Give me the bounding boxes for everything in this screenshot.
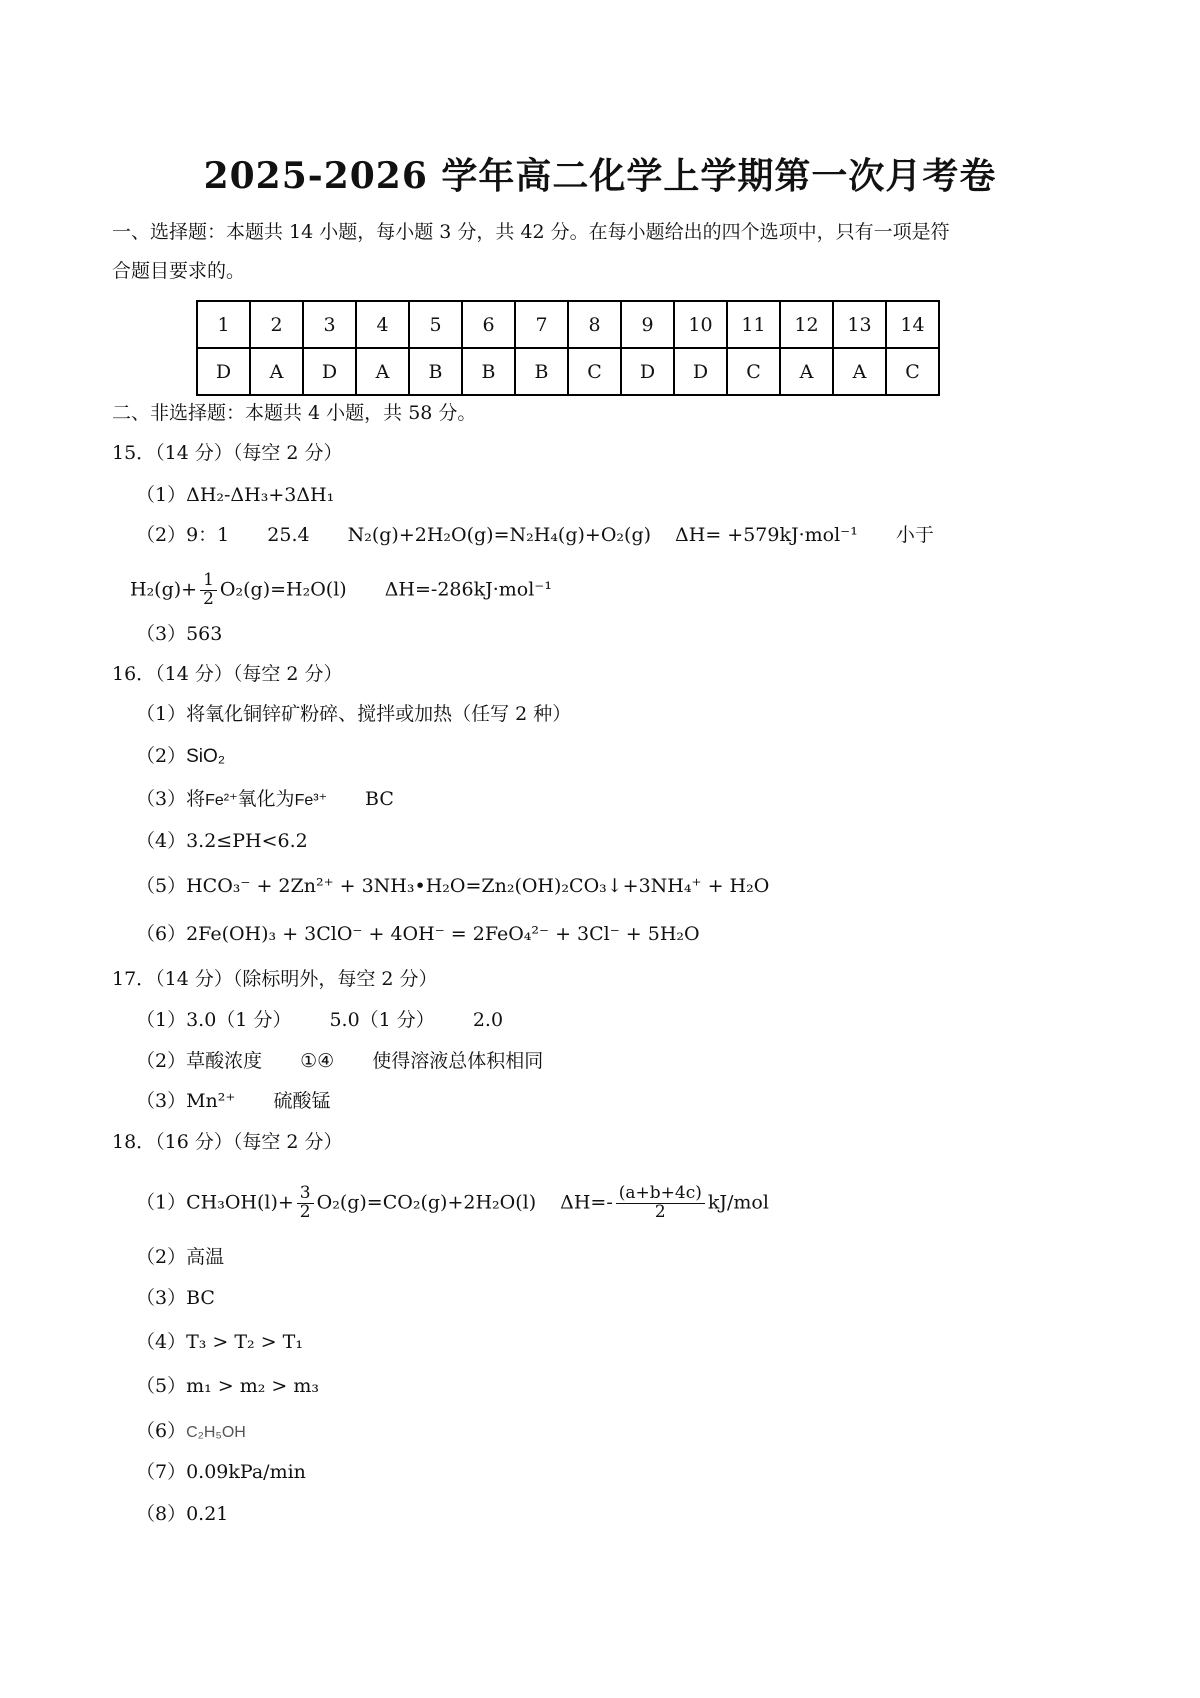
answer-text: BC [365, 788, 394, 810]
answer-text: Mn²⁺ [186, 1090, 236, 1112]
enthalpy-label: ΔH=- [560, 1191, 613, 1214]
q16-part3 [136, 790, 394, 809]
answer-table [196, 300, 940, 396]
answer-table-answer-row [197, 348, 939, 395]
q16-part4: （4）3.2≤PH<6.2 [136, 830, 308, 852]
question-number-cell: 1 [197, 301, 250, 348]
part-label: （5） [136, 875, 187, 897]
question-number-cell: 14 [886, 301, 939, 348]
answer-cell: D [621, 348, 674, 395]
section2-instruction: 二、非选择题：本题共 4 小题，共 58 分。 [112, 402, 477, 424]
fraction-numerator: 3 [297, 1185, 314, 1204]
answer-cell: A [780, 348, 833, 395]
part-label: （3）将 [136, 788, 206, 810]
q18-part8: （8）0.21 [136, 1503, 229, 1525]
answer-text: T₃ > T₂ > T₁ [186, 1331, 303, 1353]
question-number-cell: 11 [727, 301, 780, 348]
equation: 2Fe(OH)₃ + 3ClO⁻ + 4OH⁻ = 2FeO₄²⁻ + 3Cl⁻ + 5H₂O [186, 923, 700, 945]
question-number-cell: 12 [780, 301, 833, 348]
answer-cell: C [568, 348, 621, 395]
part-label: （6） [136, 923, 187, 945]
answer-text: 563 [186, 623, 223, 645]
q16-part2 [136, 747, 225, 766]
q16-part6 [136, 925, 700, 944]
unit: kJ/mol [707, 1191, 769, 1214]
question-number-cell: 4 [356, 301, 409, 348]
answer-text: 2.0 [472, 1009, 504, 1031]
part-label: （2） [136, 1050, 187, 1072]
q18-part4 [136, 1333, 303, 1352]
question-number-cell: 5 [409, 301, 462, 348]
equation: HCO₃⁻ + 2Zn²⁺ + 3NH₃•H₂O=Zn₂(OH)₂CO₃↓+3NH₄⁺ + H₂O [186, 875, 770, 897]
enthalpy-value: ΔH=-286kJ·mol⁻¹ [384, 578, 552, 601]
equation: N₂(g)+2H₂O(g)=N₂H₄(g)+O₂(g) [347, 524, 652, 546]
answer-cell: A [833, 348, 886, 395]
part-label: （2） [136, 745, 187, 767]
fraction-numerator: (a+b+4c) [616, 1185, 705, 1204]
q18-part5 [136, 1377, 319, 1396]
q16-header: 16．（14 分）（每空 2 分） [112, 663, 343, 685]
answer-text: 小于 [895, 524, 934, 546]
fraction [200, 572, 217, 609]
answer-text: 9：1 [186, 524, 230, 546]
q17-part1 [136, 1011, 503, 1030]
q15-header: 15．（14 分）（每空 2 分） [112, 442, 343, 464]
q18-part2: （2）高温 [136, 1246, 225, 1268]
answer-cell: D [303, 348, 356, 395]
q15-part3 [136, 625, 222, 644]
answer-cell: D [674, 348, 727, 395]
formula: SiO₂ [186, 746, 226, 767]
equation-right: O₂(g)=H₂O(l) [219, 578, 347, 601]
answer-cell: B [462, 348, 515, 395]
answer-text: 25.4 [267, 524, 310, 546]
q16-part1: （1）将氧化铜锌矿粉碎、搅拌或加热（任写 2 种） [136, 703, 572, 725]
equation-right: O₂(g)=CO₂(g)+2H₂O(l) [316, 1191, 537, 1214]
q18-part6 [136, 1422, 246, 1441]
part-label: （5） [136, 1375, 187, 1397]
q18-part7: （7）0.09kPa/min [136, 1461, 306, 1483]
part-label: （1） [136, 1009, 187, 1031]
q18-header: 18．（16 分）（每空 2 分） [112, 1131, 343, 1153]
q17-header: 17．（14 分）（除标明外，每空 2 分） [112, 968, 438, 990]
equation-left: CH₃OH(l)+ [186, 1191, 294, 1214]
fraction-denominator: 2 [654, 1201, 666, 1222]
answer-table-number-row [197, 301, 939, 348]
q16-part5 [136, 877, 769, 896]
part-label: （6） [136, 1420, 187, 1442]
part-label: （1） [136, 1191, 187, 1214]
answer-cell: B [409, 348, 462, 395]
answer-text: ①④ [300, 1050, 335, 1072]
answer-text: 氧化为 [237, 788, 295, 810]
ion-formula: Fe³⁺ [294, 792, 328, 809]
q18-part1 [136, 1185, 769, 1222]
answer-cell: B [515, 348, 568, 395]
answer-cell: C [886, 348, 939, 395]
page-title: 2025-2026 学年高二化学上学期第一次月考卷 [203, 155, 997, 197]
section1-instruction-line1: 一、选择题：本题共 14 小题，每小题 3 分，共 42 分。在每小题给出的四个选项中，只有一项是符 [112, 221, 950, 243]
question-number-cell: 7 [515, 301, 568, 348]
fraction-denominator: 2 [299, 1201, 311, 1222]
answer-text: m₁ > m₂ > m₃ [186, 1375, 319, 1397]
answer-text: 5.0（1 分） [329, 1009, 435, 1031]
q15-part1 [136, 486, 334, 505]
question-number-cell: 10 [674, 301, 727, 348]
answer-cell: A [356, 348, 409, 395]
part-label: （2） [136, 524, 187, 546]
answer-text: 使得溶液总体积相同 [372, 1050, 544, 1072]
question-number-cell: 3 [303, 301, 356, 348]
question-number-cell: 2 [250, 301, 303, 348]
answer-text: ΔH₂-ΔH₃+3ΔH₁ [186, 484, 335, 506]
question-number-cell: 8 [568, 301, 621, 348]
formula: C₂H₅OH [186, 1424, 246, 1441]
question-number-cell: 9 [621, 301, 674, 348]
question-number-cell: 13 [833, 301, 886, 348]
part-label: （1） [136, 484, 187, 506]
answer-text: 硫酸锰 [273, 1090, 331, 1112]
answer-text: 草酸浓度 [186, 1050, 263, 1072]
fraction [616, 1185, 705, 1222]
part-label: （3） [136, 623, 187, 645]
fraction [297, 1185, 314, 1222]
question-number-cell: 6 [462, 301, 515, 348]
answer-cell: A [250, 348, 303, 395]
equation-left: H₂(g)+ [130, 578, 198, 601]
answer-cell: D [197, 348, 250, 395]
part-label: （3） [136, 1090, 187, 1112]
section1-instruction-line2: 合题目要求的。 [112, 260, 246, 282]
q15-part2 [136, 526, 934, 545]
ion-formula: Fe²⁺ [205, 792, 238, 809]
fraction-denominator: 2 [203, 588, 214, 609]
answer-text: 3.0（1 分） [186, 1009, 292, 1031]
answer-cell: C [727, 348, 780, 395]
fraction-numerator: 1 [200, 572, 217, 591]
q15-part2-equation [130, 572, 552, 609]
q17-part3 [136, 1092, 330, 1111]
q18-part3: （3）BC [136, 1287, 215, 1309]
enthalpy-value: ΔH= +579kJ·mol⁻¹ [675, 524, 858, 546]
part-label: （4） [136, 1331, 187, 1353]
q17-part2 [136, 1052, 543, 1071]
